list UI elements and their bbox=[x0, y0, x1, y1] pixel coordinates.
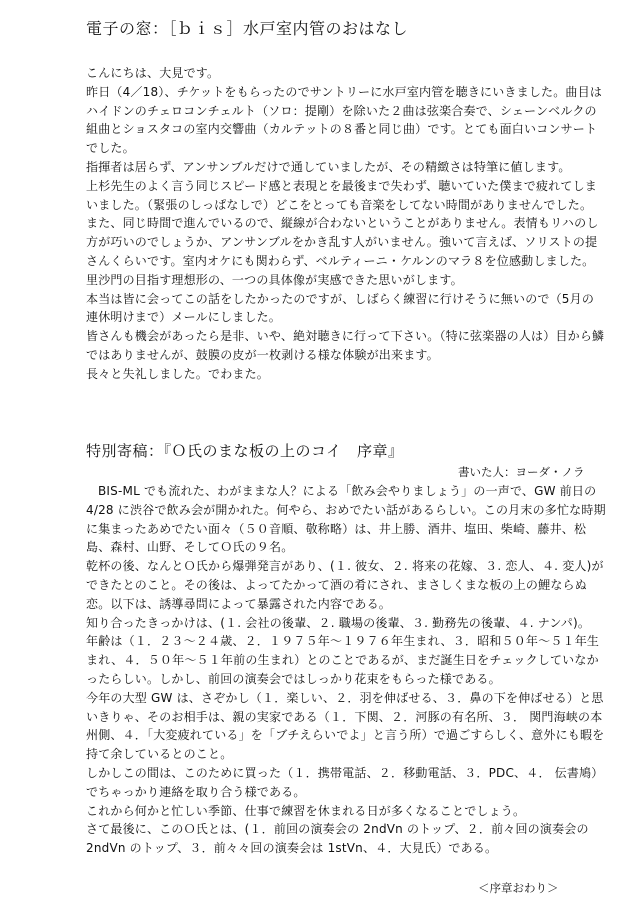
section1-paragraph: また、同じ時間で進んでいるので、縦線が合わないということがありません。表情もリハのし方が巧いのでしょうか、アンサンブルをかき乱す人がいません。強いて言えば、ソリストの提さんくらいです。室内オケにも関わらず、ベルティーニ・ケルンのマラ８を位感動しました。 bbox=[86, 216, 599, 268]
section2-closing: ＜序章おわり＞ bbox=[478, 881, 559, 895]
section1-paragraph: 長々と失礼しました。でわまた。 bbox=[86, 366, 270, 381]
section1-paragraph: 指揮者は居らず、アンサンブルだけで通していましたが、その精緻さは特筆に値します。 bbox=[86, 159, 571, 174]
section1-paragraph: こんにちは、大見です。 bbox=[86, 66, 220, 80]
section2-paragraph: これから何かと忙しい季節、仕事で練習を休まれる日が多くなることでしょう。 bbox=[86, 803, 526, 818]
section1-paragraph: 上杉先生のよく言う同じスピード感と表現とを最後まで失わず、聴いていた僕まで疲れてしまいました。（緊張のしっぱなしで）どこをとっても音楽をしてない時間がありませんでした。 bbox=[86, 178, 597, 212]
section1-paragraph: 里沙門の目指す理想形の、一つの具体像が実感できた思いがします。 bbox=[86, 272, 463, 287]
section1-paragraph: 本当は皆に会ってこの話をしたかったのですが、しばらく練習に行けそうに無いので（5月の連休明けまで）メールにしました。 bbox=[86, 291, 595, 325]
section2-author: 書いた人：ヨーダ・ノラ bbox=[458, 465, 585, 479]
section2-paragraph: 今年の大型 GW は、さぞかし（１．楽しい、２．羽を伸ばせる、３．鼻の下を伸ばせる）と思いきりゃ、そのお相手は、親の実家である（１．下関、２．河豚の有名所、３． 関門海峡の本州側、４．「大変疲れている」を「ブチえらいでよ」と言う所）で過ごすらしく、意外にも暇を持て余しているとのこと。 bbox=[86, 690, 605, 762]
section2-body bbox=[86, 482, 606, 858]
section2-title: 特別寄稿：『Ｏ氏のまな板の上のコイ 序章』 bbox=[86, 442, 404, 460]
section2-paragraph: さて最後に、このＯ氏とは、(１．前回の演奏会の 2ndVn のトップ、２．前々回の演奏会の 2ndVn のトップ、３．前々々回の演奏会は 1stVn、４．大見氏）である。 bbox=[86, 822, 589, 856]
section2-paragraph: 乾杯の後、なんとＯ氏から爆弾発言があり、(１. 彼女、２. 将来の花嫁、３. 恋人、４. 変人)ができたとのこと。その後は、よってたかって酒の肴にされ、まさしくまな板の上の鯉ならぬ恋。以下は、誘導尋問によって暴露された内容である。 bbox=[86, 559, 604, 611]
section2-paragraph: 年齢は（１．２３～２４歳、２．１９７５年～１９７６年生まれ、３．昭和５０年～５１年生まれ、４．５０年～５１年前の生まれ）とのことであるが、まだ誕生日をチェックしていなかったらしい。しかし、前回の演奏会ではしっかり花束をもらった様である。 bbox=[86, 634, 600, 686]
section1-title: 電子の窓：［ｂｉｓ］水戸室内管のおはなし bbox=[86, 19, 409, 38]
section2-paragraph: 知り合ったきっかけは、(１. 会社の後輩、２. 職場の後輩、３. 勤務先の後輩、４. ナンパ)。 bbox=[86, 615, 591, 630]
section1-body bbox=[86, 64, 606, 384]
section2-paragraph: BIS-ML でも流れた、わがままな人？による「飲み会やりましょう」の一声で、GW 前日の 4/28 に渋谷で飲み会が開かれた。何やら、おめでたい話があるらしい。この月末の多忙な時期に集まったあめでたい面々（５０音順、敬称略）は、井上勝、酒井、塩田、柴崎、藤井、松島、森村、山野、そしてＯ氏の９名。 bbox=[86, 484, 606, 555]
section1-paragraph: 皆さんも機会があったら是非、いや、絶対聴きに行って下さい。（特に弦楽器の人は）目から鱗ではありませんが、鼓膜の皮が一枚剥ける様な体験が出来ます。 bbox=[86, 329, 605, 362]
section1-paragraph: 昨日（4／18）、チケットをもらったのでサントリーに水戸室内管を聴きにいきました。曲目はハイドンのチェロコンチェルト（ソロ：提剛）を除いた２曲は弦楽合奏で、シェーンベルクの組曲とショスタコの室内交響曲（カルテットの８番と同じ曲）です。とても面白いコンサートでした。 bbox=[86, 84, 603, 156]
section2-paragraph: しかしこの間は、このために買った（１．携帯電話、２．移動電話、３．PDC、４． 伝書鳩）でちゃっかり連絡を取り合う様である。 bbox=[86, 765, 604, 799]
